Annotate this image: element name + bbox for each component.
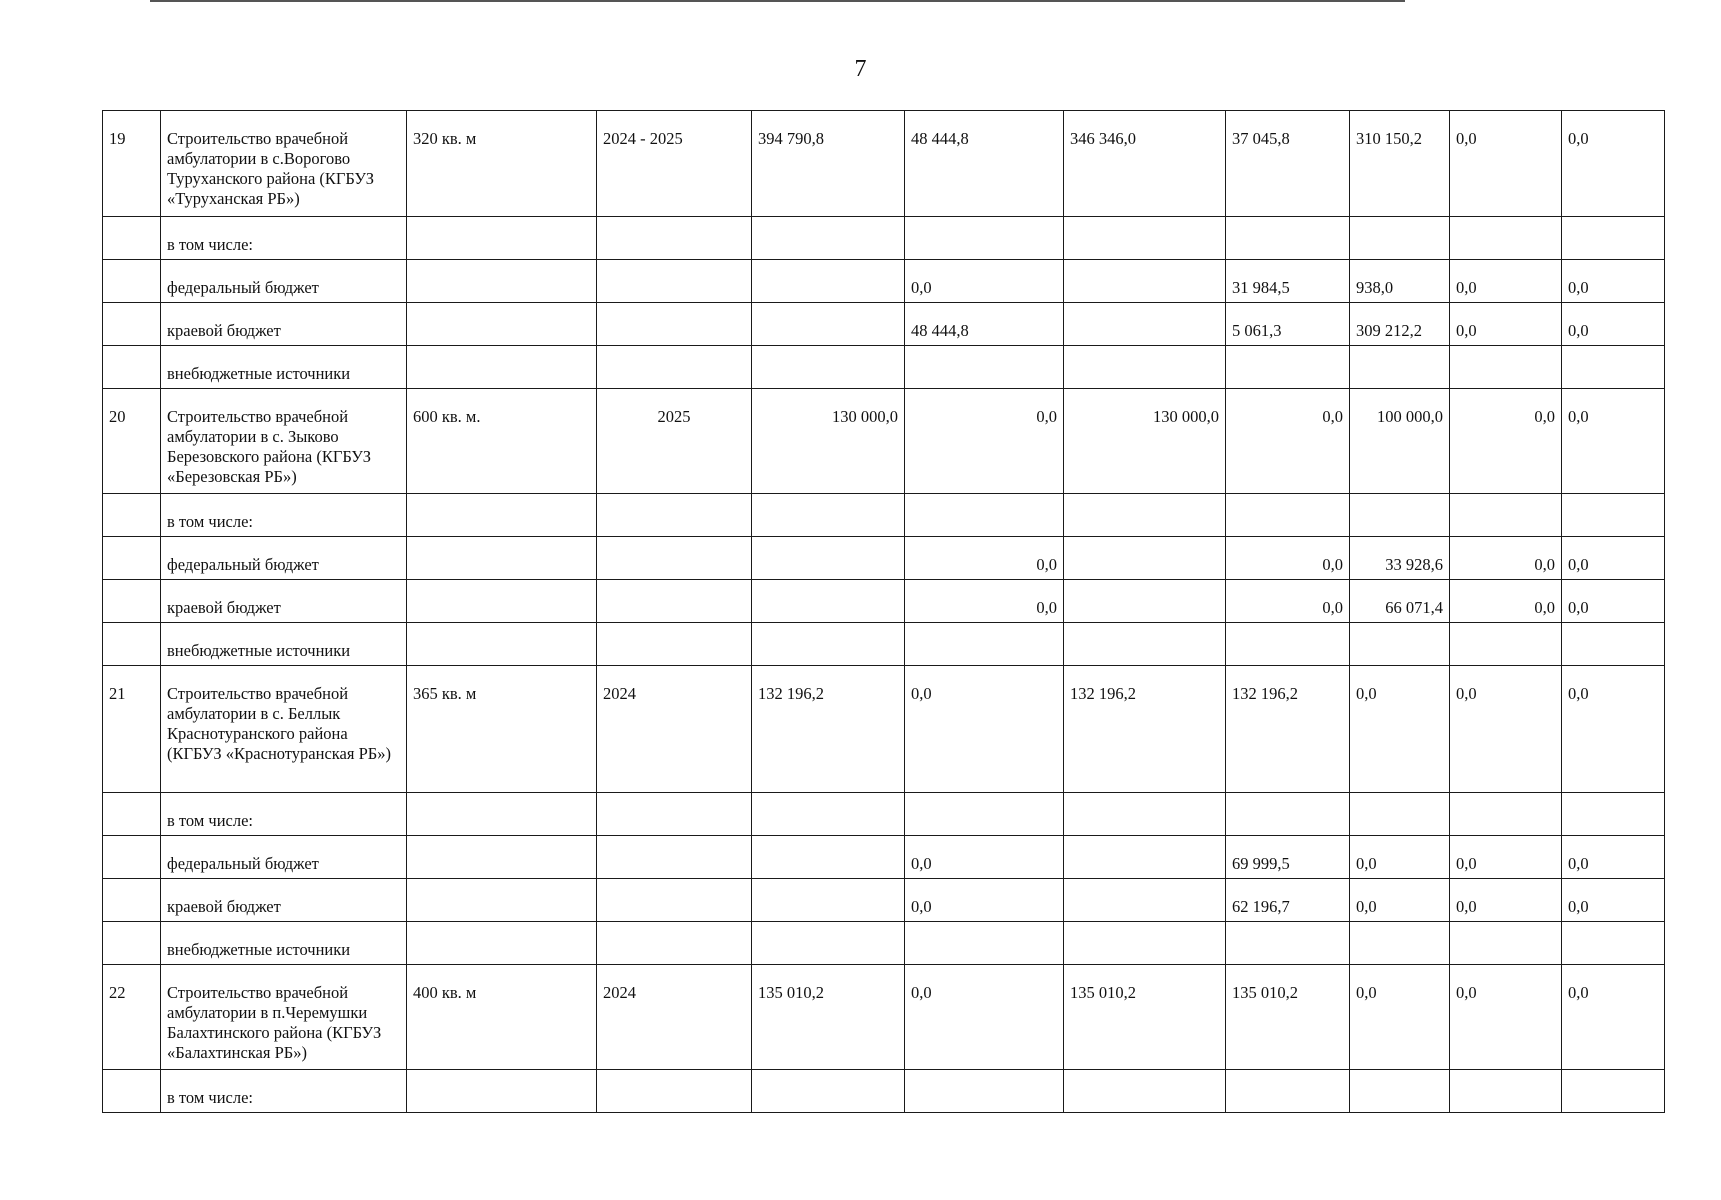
top-rule — [150, 0, 1405, 2]
row-name-cell: внебюджетные источники — [161, 922, 407, 965]
value-cell: 0,0 — [1450, 111, 1562, 217]
value-cell — [1064, 260, 1226, 303]
row-name-cell: в том числе: — [161, 217, 407, 260]
value-cell — [1064, 580, 1226, 623]
value-cell: 130 000,0 — [752, 389, 905, 494]
value-cell: 69 999,5 — [1226, 836, 1350, 879]
value-cell: 0,0 — [1350, 836, 1450, 879]
value-cell — [1562, 346, 1665, 389]
value-cell — [1064, 793, 1226, 836]
value-cell — [1064, 1070, 1226, 1113]
table-row — [103, 623, 1665, 666]
row-name-cell: внебюджетные источники — [161, 346, 407, 389]
row-number-cell — [103, 922, 161, 965]
value-cell — [1450, 1070, 1562, 1113]
value-cell: 0,0 — [905, 666, 1064, 793]
value-cell: 0,0 — [905, 260, 1064, 303]
row-name-cell: Строительство врачебной амбулатории в с. Зыково Березовского района (КГБУЗ «Березовская РБ») — [161, 389, 407, 494]
value-cell: 130 000,0 — [1064, 389, 1226, 494]
value-cell — [597, 879, 752, 922]
value-cell — [1450, 346, 1562, 389]
value-cell — [597, 1070, 752, 1113]
value-cell — [597, 922, 752, 965]
value-cell: 0,0 — [1562, 580, 1665, 623]
page-number: 7 — [854, 56, 867, 82]
value-cell — [752, 260, 905, 303]
value-cell — [1064, 303, 1226, 346]
value-cell: 0,0 — [1226, 389, 1350, 494]
value-cell: 48 444,8 — [905, 111, 1064, 217]
value-cell — [407, 879, 597, 922]
value-cell: 0,0 — [1450, 389, 1562, 494]
value-cell — [1562, 494, 1665, 537]
value-cell — [752, 1070, 905, 1113]
table-row — [103, 793, 1665, 836]
value-cell: 5 061,3 — [1226, 303, 1350, 346]
row-name-cell: краевой бюджет — [161, 580, 407, 623]
value-cell: 310 150,2 — [1350, 111, 1450, 217]
value-cell: 0,0 — [905, 580, 1064, 623]
value-cell — [752, 836, 905, 879]
value-cell: 132 196,2 — [1064, 666, 1226, 793]
table-row — [103, 965, 1665, 1070]
value-cell — [1226, 494, 1350, 537]
row-name-cell: Строительство врачебной амбулатории в с. Беллык Краснотуранского района (КГБУЗ «Краснотуранская РБ») — [161, 666, 407, 793]
row-name-cell: краевой бюджет — [161, 303, 407, 346]
value-cell — [752, 879, 905, 922]
value-cell — [407, 580, 597, 623]
row-number-cell — [103, 260, 161, 303]
row-name-cell: в том числе: — [161, 1070, 407, 1113]
value-cell — [597, 346, 752, 389]
value-cell: 0,0 — [1450, 666, 1562, 793]
value-cell: 0,0 — [1450, 836, 1562, 879]
value-cell: 320 кв. м — [407, 111, 597, 217]
value-cell: 135 010,2 — [1226, 965, 1350, 1070]
row-name-cell: Строительство врачебной амбулатории в с.Ворогово Туруханского района (КГБУЗ «Туруханская РБ») — [161, 111, 407, 217]
value-cell — [407, 303, 597, 346]
budget-table — [102, 110, 1665, 1113]
value-cell — [905, 1070, 1064, 1113]
value-cell — [597, 494, 752, 537]
table-row — [103, 303, 1665, 346]
row-name-cell: в том числе: — [161, 793, 407, 836]
value-cell: 0,0 — [1562, 389, 1665, 494]
table-row — [103, 922, 1665, 965]
value-cell: 394 790,8 — [752, 111, 905, 217]
value-cell — [752, 494, 905, 537]
value-cell: 0,0 — [905, 879, 1064, 922]
row-number-cell — [103, 537, 161, 580]
value-cell: 0,0 — [905, 389, 1064, 494]
value-cell: 2024 — [597, 965, 752, 1070]
value-cell: 0,0 — [1350, 879, 1450, 922]
value-cell: 0,0 — [1562, 666, 1665, 793]
value-cell: 132 196,2 — [752, 666, 905, 793]
value-cell: 0,0 — [1562, 260, 1665, 303]
value-cell: 0,0 — [1226, 580, 1350, 623]
table-row — [103, 879, 1665, 922]
value-cell: 0,0 — [1450, 537, 1562, 580]
value-cell: 31 984,5 — [1226, 260, 1350, 303]
table-row — [103, 537, 1665, 580]
value-cell — [1350, 623, 1450, 666]
value-cell — [752, 537, 905, 580]
value-cell — [1350, 494, 1450, 537]
value-cell — [905, 494, 1064, 537]
value-cell — [1226, 793, 1350, 836]
row-name-cell: в том числе: — [161, 494, 407, 537]
value-cell — [1350, 346, 1450, 389]
value-cell: 0,0 — [905, 537, 1064, 580]
value-cell — [1450, 922, 1562, 965]
value-cell — [407, 793, 597, 836]
value-cell — [1226, 623, 1350, 666]
row-number-cell — [103, 494, 161, 537]
table-row — [103, 260, 1665, 303]
value-cell: 0,0 — [1450, 965, 1562, 1070]
row-name-cell: краевой бюджет — [161, 879, 407, 922]
value-cell: 309 212,2 — [1350, 303, 1450, 346]
value-cell: 0,0 — [905, 965, 1064, 1070]
row-number-cell: 22 — [103, 965, 161, 1070]
value-cell — [1450, 623, 1562, 666]
row-number-cell — [103, 623, 161, 666]
value-cell — [905, 346, 1064, 389]
value-cell — [1226, 346, 1350, 389]
value-cell — [1226, 1070, 1350, 1113]
value-cell: 0,0 — [1562, 303, 1665, 346]
value-cell: 37 045,8 — [1226, 111, 1350, 217]
value-cell: 135 010,2 — [1064, 965, 1226, 1070]
value-cell — [597, 793, 752, 836]
row-number-cell — [103, 793, 161, 836]
value-cell: 0,0 — [1226, 537, 1350, 580]
value-cell — [407, 217, 597, 260]
value-cell: 2025 — [597, 389, 752, 494]
value-cell — [752, 793, 905, 836]
value-cell: 2024 - 2025 — [597, 111, 752, 217]
value-cell: 62 196,7 — [1226, 879, 1350, 922]
value-cell — [1350, 217, 1450, 260]
row-name-cell: федеральный бюджет — [161, 260, 407, 303]
row-number-cell — [103, 879, 161, 922]
value-cell: 400 кв. м — [407, 965, 597, 1070]
value-cell — [752, 346, 905, 389]
table-row — [103, 666, 1665, 793]
value-cell — [597, 580, 752, 623]
row-number-cell: 20 — [103, 389, 161, 494]
value-cell — [752, 580, 905, 623]
value-cell: 33 928,6 — [1350, 537, 1450, 580]
value-cell — [407, 537, 597, 580]
value-cell: 0,0 — [1450, 303, 1562, 346]
value-cell: 48 444,8 — [905, 303, 1064, 346]
value-cell: 132 196,2 — [1226, 666, 1350, 793]
value-cell — [407, 494, 597, 537]
value-cell: 0,0 — [1562, 111, 1665, 217]
value-cell — [597, 836, 752, 879]
row-number-cell — [103, 346, 161, 389]
value-cell — [1562, 793, 1665, 836]
row-number-cell: 19 — [103, 111, 161, 217]
value-cell: 938,0 — [1350, 260, 1450, 303]
value-cell — [407, 346, 597, 389]
row-name-cell: федеральный бюджет — [161, 537, 407, 580]
value-cell: 0,0 — [1562, 537, 1665, 580]
table-row — [103, 1070, 1665, 1113]
value-cell: 0,0 — [1450, 879, 1562, 922]
value-cell — [1562, 1070, 1665, 1113]
value-cell: 0,0 — [1350, 965, 1450, 1070]
value-cell: 346 346,0 — [1064, 111, 1226, 217]
value-cell — [1226, 922, 1350, 965]
value-cell — [1562, 217, 1665, 260]
value-cell — [407, 623, 597, 666]
value-cell: 135 010,2 — [752, 965, 905, 1070]
row-name-cell: Строительство врачебной амбулатории в п.Черемушки Балахтинского района (КГБУЗ «Балахтинская РБ») — [161, 965, 407, 1070]
row-number-cell — [103, 303, 161, 346]
value-cell — [1064, 346, 1226, 389]
value-cell: 66 071,4 — [1350, 580, 1450, 623]
value-cell — [1064, 879, 1226, 922]
value-cell — [752, 623, 905, 666]
table-row — [103, 494, 1665, 537]
value-cell — [1064, 623, 1226, 666]
value-cell — [752, 217, 905, 260]
table-row — [103, 580, 1665, 623]
value-cell — [1450, 494, 1562, 537]
row-number-cell — [103, 580, 161, 623]
value-cell — [752, 303, 905, 346]
table-row — [103, 346, 1665, 389]
value-cell — [597, 623, 752, 666]
value-cell: 0,0 — [1350, 666, 1450, 793]
value-cell — [1350, 793, 1450, 836]
row-number-cell — [103, 1070, 161, 1113]
table-row — [103, 836, 1665, 879]
value-cell: 0,0 — [1562, 879, 1665, 922]
row-number-cell: 21 — [103, 666, 161, 793]
value-cell — [597, 260, 752, 303]
value-cell — [597, 217, 752, 260]
value-cell — [407, 260, 597, 303]
value-cell — [1450, 217, 1562, 260]
table-row — [103, 389, 1665, 494]
value-cell: 0,0 — [1450, 260, 1562, 303]
value-cell — [1064, 494, 1226, 537]
value-cell — [905, 922, 1064, 965]
row-name-cell: федеральный бюджет — [161, 836, 407, 879]
row-name-cell: внебюджетные источники — [161, 623, 407, 666]
table-row — [103, 111, 1665, 217]
value-cell: 100 000,0 — [1350, 389, 1450, 494]
value-cell: 365 кв. м — [407, 666, 597, 793]
value-cell: 600 кв. м. — [407, 389, 597, 494]
value-cell — [905, 623, 1064, 666]
value-cell — [1350, 922, 1450, 965]
value-cell — [407, 1070, 597, 1113]
value-cell: 2024 — [597, 666, 752, 793]
row-number-cell — [103, 217, 161, 260]
value-cell — [1450, 793, 1562, 836]
value-cell — [597, 303, 752, 346]
value-cell — [1226, 217, 1350, 260]
value-cell: 0,0 — [1562, 836, 1665, 879]
value-cell — [905, 793, 1064, 836]
value-cell — [407, 836, 597, 879]
value-cell — [905, 217, 1064, 260]
table-row — [103, 217, 1665, 260]
value-cell: 0,0 — [905, 836, 1064, 879]
row-number-cell — [103, 836, 161, 879]
value-cell — [1064, 836, 1226, 879]
value-cell — [407, 922, 597, 965]
value-cell — [1562, 623, 1665, 666]
value-cell — [1064, 922, 1226, 965]
value-cell: 0,0 — [1562, 965, 1665, 1070]
value-cell — [597, 537, 752, 580]
value-cell — [1562, 922, 1665, 965]
value-cell — [1064, 217, 1226, 260]
value-cell: 0,0 — [1450, 580, 1562, 623]
value-cell — [752, 922, 905, 965]
value-cell — [1064, 537, 1226, 580]
value-cell — [1350, 1070, 1450, 1113]
